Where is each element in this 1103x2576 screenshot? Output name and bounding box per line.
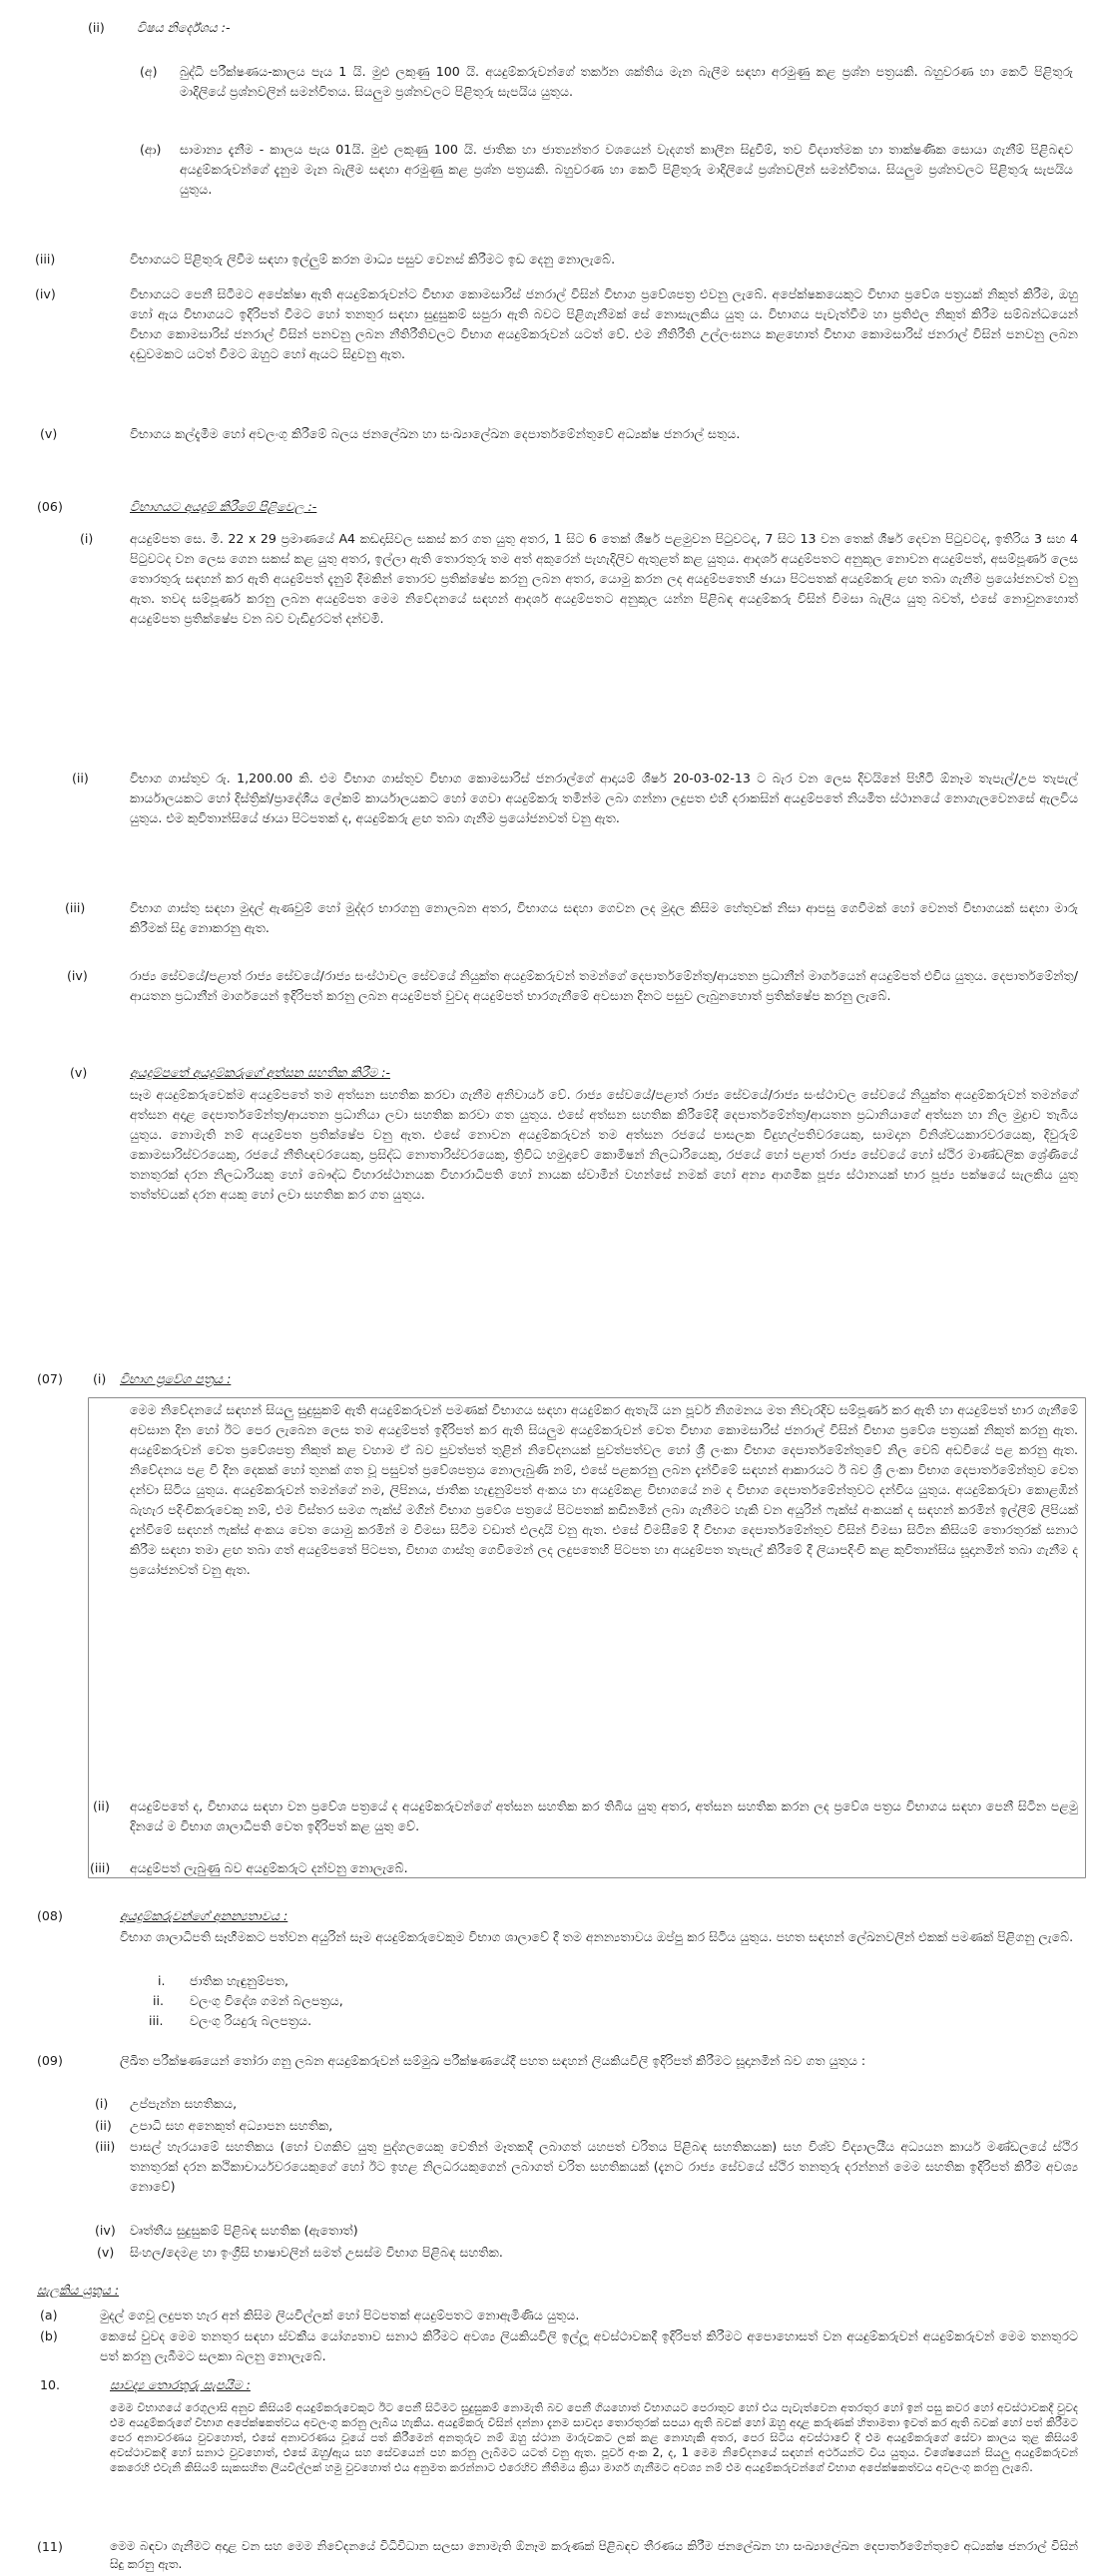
item-number: (a) [40,2308,58,2322]
section-heading: සාවද්‍ය තොරතුරු සැපයීම : [110,2377,251,2392]
paragraph: විභාගයට පෙනී සිටීමට අපේක්ෂා ඇති අයදුම්කරුවන්ට විභාග කොමසාරිස් ජනරාල් විසින් විභාග ප්‍රවේශපත්‍ර එවනු ලැබේ. අපේක්ෂකයෙකුට විභාග ප්‍රවේශ පත්‍රයක් නිකුත් කිරීම, ඔහු හෝ ඇය විභාගයට ඉදිරිපත් වීමට හෝ තනතුර සඳහා සුදුසුකම් සපුරා ඇති බවට පිළිගැනීමක් සේ නොසැලකිය යුතු ය. විභාගය පැවැත්වීම හා ප්‍රතිඵල නිකුත් කිරීම සම්බන්ධයෙන් විභාග කොමසාරිස් ජනරාල් විසින් පනවනු ලබන නීතිරීතිවලට විභාග අයදුම්කරුවන් යටත් වේ. එම නීතිරීති උල්ලංඝනය කළහොත් විභාග කොමසාරිස් ජනරාල් විසින් පනවනු ලබන දඬුවමකට යටත් වීමට ඔහුට හෝ ඇයට සිදුවනු ඇත. [130,286,1078,361]
paragraph: අයදුම්පත සෙ. මී. 22 x 29 ප්‍රමාණයේ A4 කඩදාසිවල සකස් කර ගත යුතු අතර, 1 සිට 6 තෙක් ශීර්ෂ පළමුවන පිටුවටද, 7 සිට 13 වන තෙක් ශීර්ෂ දෙවන පිටුවටද, ඉතිරිය 3 සහ 4 පිටුවටද වන ලෙස ගෙන සකස් කළ යුතු අතර, ඉල්ලා ඇති තොරතුරු තම අත් අකුරෙන් පැහැදිලිව ඇතුළත් කළ යුතුය. ආදර්ශ අයදුම්පතට අනුකූල නොවන අයදුම්පත්, අසම්පූර්ණ ලෙස තොරතුරු සඳහන් කර ඇති අයදුම්පත් දැනුම් දීමකින් තොරව ප්‍රතික්ෂේප කරනු ලබන අතර, යොමු කරන ලද අයදුම්පතෙහි ඡායා පිටපතක් අයදුම්කරු ළඟ තබා ගැනීම ප්‍රයෝජනවත් වනු ඇත. තවද සම්පූර්ණ කරනු ලබන අයදුම්පත මෙම නිවේදනයේ සඳහන් ආදර්ශ අයදුම්පතට අනුකූල යන්න පිළිබඳ අයදුම්කරු විසින් විමසා බැලිය යුතු බවත්, එසේ නොවුනහොත් අයදුම්පත ප්‍රතික්ෂේප වන බව වැඩිදුරටත් දන්වමි. [130,531,1078,626]
item-label: (ආ) [140,142,162,157]
paragraph: විභාග ගාස්තුව රු. 1,200.00 කි. එම විභාග ගාස්තුව විභාග කොමසාරිස් ජනරාල්ගේ ආදායම් ශීර්ෂ 20-03-02-13 ට බැර වන ලෙස දිවයිනේ පිහිටි ඕනෑම තැපැල්/උප තැපැල් කාර්යාලයකට හෝ දිස්ත්‍රික්/ප්‍රාදේශීය ලේකම් කාර්යාලයකට හෝ ගෙවා අයදුම්කරු තමින්ම ලබා ගන්නා ලදුපත එහි දරාකසින් අයදුම්පතේ නියමිත ස්ථානයේ නොගැලවෙනසේ ඇලවිය යුතුය. එම කුවිතාන්සියේ ඡායා පිටපතක් ද, අයදුම්කරු ළඟ තබා ගැනීම ප්‍රයෝජනවත් වනු ඇත. [130,771,1078,825]
item-number: (iv) [67,968,88,983]
list-item-number: (iv) [95,2223,116,2238]
list-item: වෘත්තීය සුදුසුකම් පිළිබඳ සහතික (ඇතොත්) [130,2223,358,2238]
list-item: වලංගු රියදුරු බලපත්‍රය. [190,2013,312,2028]
item-number: (v) [40,426,58,441]
paragraph: බුද්ධි පරීක්ෂණය-කාලය පැය 1 යි. මුළු ලකුණු 100 යි. අයදුම්කරුවන්ගේ තර්කන ශක්තිය මැන බැලීම සඳහා අරමුණු කළ ප්‍රශ්න පත්‍රයකි. බහුවරණ හා කෙටි පිළිතුරු මාදිලියේ ප්‍රශ්නවලින් සමන්විතය. සියලුම ප්‍රශ්නවලට පිළිතුරු සැපයිය යුතුය. [180,64,1073,99]
item-number: (b) [40,2328,58,2343]
list-item-number: (iii) [95,2139,116,2154]
paragraph: විභාගය කල්දැමීම හෝ අවලංගු කිරීමේ බලය ජනලේඛන හා සංඛ්‍යාලේඛන දෙපාර්තමේන්තුවේ අධ්‍යක්ෂ ජනරාල් සතුය. [130,426,741,441]
list-item: උපාධි සහ අනෙකුත් අධ්‍යාපන සහතික, [130,2118,333,2133]
item-number: (iv) [35,286,56,301]
paragraph: විභාග ශාලාධිපති සෑහීමකට පත්වන අයුරින් සෑම අයදුම්කරුවෙකුම විභාග ශාලාවේ දී තම අනන්‍යතාවය ඔප්පු කර සිටිය යුතුය. පහත සඳහන් ලේඛනවලින් එකක් පමණක් පිළිගනු ලැබේ. [120,1929,1074,1944]
list-item-number: (i) [95,2096,109,2111]
section-number: (11) [37,2539,63,2554]
item-number: (iii) [90,1860,111,1875]
paragraph: මුදල් ගෙවූ ලදුපත හැර අන් කිසිම ලියවිල්ලක් හෝ පිටපතක් අයදුම්පතට නොඇමිණිය යුතුය. [100,2308,580,2322]
paragraph: විභාග ගාස්තු සඳහා මුදල් ඇණවුම් හෝ මුද්දර භාරගනු නොලබන අතර, විභාගය සඳහා ගෙවන ලද මුදල කිසිම හේතුවක් නිසා ආපසු ගෙවීමක් හෝ වෙනත් විභාගයක් සඳහා මාරු කිරීමක් සිදු නොකරනු ඇත. [130,900,1078,935]
section-number: (06) [37,499,63,514]
paragraph: අයදුම්පත් ලැබුණු බව අයදුම්කරුට දන්වනු නොලැබේ. [130,1860,408,1875]
paragraph: කෙසේ වුවද මෙම තනතුර සඳහා ස්වකීය යෝග්‍යතාව සනාථ කිරීමට අවශ්‍ය ලියකියවිලි ඉල්ලූ අවස්ථාවකදී ඉදිරිපත් කිරීමට අපොහොසත් වන අයදුම්කරුවන් අයදුම්කරුවන් මෙම තනතුරට පත් කරනු ලැබීමට සලකා බලනු නොලැබේ. [100,2328,1078,2363]
item-number: (v) [70,1065,88,1080]
subsection-heading: විභාග ප්‍රවේශ පත්‍රය : [120,1371,232,1386]
section-heading: විෂය නිර්දේශය :- [137,20,231,35]
subsection-heading: අයදුම්කරුවන්ගේ අනන්‍යතාවය : [120,1908,288,1923]
section-number: (07) [37,1371,63,1386]
item-number: (iii) [35,252,56,266]
paragraph: මෙම විභාගයේ රෙගුලාසි අනුව කිසියම් අයදුම්කරුවෙකුට ඊට පෙනී සිටීමට සුදුසුකම් නොමැති බව පෙනී ගියහොත් විභාගයට පෙරාතුව හෝ එය පැවැත්වෙන අතරතුර හෝ ඉන් පසු කවර හෝ අවස්ථාවකදී වුවද එම අයදුම්කරුගේ විභාග අපේක්ෂකත්වය අවලංගු කරනු ලැබිය හැකිය. අයදුම්කරු විසින් දන්නා දැනම සාවද්‍ය තොරතුරක් සපයා ඇති බවක් හෝ ඔහු අදාළ කරුණක් හිතාමතා ඉවත් කර ඇති බවක් හෝ පත් කිරීමට පෙර අනාවරණය වුවහොත්, එසේ අනාවරණය වූයේ පත් කිරීමෙන් අනතුරුව නම් ඔහු ස්ථාන මාරුවකට ලක් කළ නොහැකි අතර, පෙර සිටිය අවස්ථාවේ දී එම අයදුම්කරුගේ සේවා කාලය තුළ කිසියම් අවස්ථාවකදී හෝ සනාථ වුවහොත්, එසේ ඔහු/ඇය සහ සේවයෙන් පහ කරනු ලැබීමට යටත් වනු ඇත. පූර්ව අංක 2, ද, 1 මෙම නිවේදනයේ සඳහන් අර්ථයන්ට විය යුතුය. විශේෂයෙන් සියලු අයදුම්කරුවන් කෙරෙහි එවැනි කිසියම් සැකසහිත ලියවිල්ලක් හමු වුවහොත් එය අනුමත කරන්නාට එරෙහිව නීතිමය ක්‍රියා මාර්ග ගැනීමට අවශ්‍ය නම් එම අයදුම්කරුවන්ගේ විභාග අපේක්ෂකත්වය අවලංගු කරනු ලැබේ. [110,2401,1078,2474]
item-number: (i) [80,531,94,546]
list-item-number: ii. [153,1993,165,2008]
paragraph: මෙම නිවේදනයේ සඳහන් සියලු සුදුසුකම් ඇති අයදුම්කරුවන් පමණක් විභාගය සඳහා අයදුම්කර ඇතැයි යන පූර්ව නිගමනය මත නිවැරදිව සම්පූර්ණ කර ඇති හා අයදුම්පත් භාර ගැනීමේ අවසාන දින හෝ ඊට පෙර ලැබෙන ලෙස තම අයදුම්පත් ඉදිරිපත් කර ඇති සියලුම අයදුම්කරුවන් වෙත විභාග කොමසාරිස් ජනරාල් විසින් විභාග ප්‍රවේශ පත්‍රයක් නිකුත් කරනු ඇත. අයදුම්කරුවන් වෙත ප්‍රවේශපත්‍ර නිකුත් කළ වහාම ඒ බව පුවත්පත් තුළින් නිවේදනයක් පුවත්පත්වල හෝ ශ්‍රී ලංකා විභාග දෙපාර්තමේන්තුවේ නිල වෙබ් අඩවියේ පළ කරනු ඇත. නිවේදනය පළ වී දින දෙකක් හෝ තුනක් ගත වූ පසුවත් ප්‍රවේශපත්‍රය නොලැබුණි නම්, එසේ පළකරනු ලබන දැන්වීමේ සඳහන් ආකාරයට ඊ බව ශ්‍රී ලංකා විභාග දෙපාර්තමේන්තුව වෙත දන්වා සිටිය යුතුය. අයදුම්කරුවන් තමන්ගේ නම, ලිපිනය, ජාතික හැඳුනුම්පත් අංකය හා අයදුම්කළ විභාගයේ නම ද විභාග දෙපාර්තමේන්තුවට දන්විය යුතුය. අයදුම්කරුවා කොළඹින් බැහැර පදිංචිකරුවෙකු නම්, එම විස්තර සමග ෆැක්ස් මගින් විභාග ප්‍රවේශ පත්‍රයේ පිටපතක් කඩිනමින් ලබා ගැනීමට හැකි වන අයුරින් ෆැක්ස් අංකයක් ද සඳහන් කරමින් ඉල්ලීම් ලිපියක් දැන්වීමේ සඳහන් ෆැක්ස් අංකය වෙත යොමු කරමින් ම විමසා සිටීම වඩාත් එලදායි වනු ඇත. එසේ විමසීමේ දී විභාග දෙපාර්තමේන්තුව විසින් විමසා සිටින කිසියම් තොරතුරක් සනාථ කිරීම සඳහා තමා ළඟ තබා ගත් අයදුම්පතේ පිටපත, විභාග ගාස්තු ගෙවීමෙන් ලද ලදුපතෙහි පිටපත හා අයදුම්පත තැපැල් කිරීමේ දී ලියාපදිංචි කළ කුවිතාන්සිය සූදානමින් තබා ගැනීම ද ප්‍රයෝජනවත් වනු ඇත. [130,1402,1078,1577]
list-item-number: iii. [149,2013,164,2028]
paragraph: සෑම අයදුම්කරුවෙක්ම අයදුම්පතේ තම අත්සන සහතික කරවා ගැනීම අනිවාර්ය වේ. රාජ්‍ය සේවයේ/පළාත් රාජ්‍ය සේවයේ/රාජ්‍ය සංස්ථාවල සේවයේ නියුක්ත අයදුම්කරුවන් තමන්ගේ අත්සන අදාළ දෙපාර්තමේන්තු/ආයතන ප්‍රධානියා ලවා සහතික කරවා ගත යුතුය. එසේ අත්සන සහතික කිරීමේදී දෙපාර්තමේන්තු/ආයතන ප්‍රධානියාගේ අත්සන හා නිල මුද්‍රාව තැබිය යුතුය. නොමැති නම් අයදුම්පත ප්‍රතික්ෂේප වනු ඇත. එසේ නොවන අයදුම්කරුවන් තම අත්සන රජයේ පාසලක විදුහල්පතිවරයෙකු, සාමදාන විනිශ්චයකාරවරයෙකු, දිවුරුම් කොමසාරිස්වරයෙකු, රජයේ නීතිඥවරයෙකු, ප්‍රසිද්ධ නොතාරිස්වරයෙකු, ත්‍රිවිධ හමුදාවේ කොමිෂන් නිලධාරියෙකු, රජයේ හෝ පළාත් රාජ්‍ය සේවයේ හෝ ස්ථිර මාණ්ඩලික ශ්‍රේණියේ තනතුරක් දරන නිලධාරියකු හෝ බෞද්ධ විහාරස්ථානයක විහාරාධිපති හෝ නායක ස්වාමීන් වහන්සේ නමක් හෝ අන්‍ය ආගමික පූජ්‍ය ස්ථානයක් භාර පූජ්‍ය පක්ෂයේ සැලකිය යුතු තත්ත්වයක් දරන අයකු හෝ ලවා සහතික කර ගත යුතුය. [130,1087,1078,1202]
list-item: පාසල් හැරයාමේ සහතිකය (හෝ වගකිව යුතු පුද්ගලයෙකු වෙතින් මෑතකදී ලබාගත් යහපත් චරිතය පිළිබඳ සහතිකයක) සහ විශ්ව විද්‍යාලයීය අධ්‍යයන කාර්ය මණ්ඩලයේ ස්ථිර තනතුරක් දරන කථිකාචාර්යවරයෙකුගේ හෝ ඊට ඉහළ නිලධරයකුගෙන් ලබාගත් චරිත සහතිකයක් (දැනට රාජ්‍ය සේවයේ ස්ථිර තනතුරු දරන්නන් මෙම සහතික ඉදිරිපත් කිරීම අවශ්‍ය නොවේ) [130,2139,1078,2194]
paragraph: සාමාන්‍ය දැනීම - කාලය පැය 01යි. මුළු ලකුණු 100 යි. ජාතික හා ජාත්‍යන්තර වශයෙන් වැදගත් කාලීන සිදුවීම්, තව විද්‍යාත්මක හා තාක්ෂණික සොයා ගැනීම් පිළිබඳව අයදුම්කරුවන්ගේ දැනුම මැන බැලීම සඳහා අරමුණු කළ ප්‍රශ්න පත්‍රයකි. බහුවරණ හා කෙටි පිළිතුරු මාදිලියේ ප්‍රශ්නවලින් සමන්විතය. සියලුම ප්‍රශ්නවලට පිළිතුරු සැපයිය යුතුය. [180,142,1073,197]
section-heading: විභාගයට අයදුම් කිරීමේ පිළිවෙල :- [130,499,317,514]
list-item-number: (ii) [95,2118,112,2133]
section-number: (08) [37,1908,63,1923]
paragraph: ලිඛිත පරීක්ෂණයෙන් තෝරා ගනු ලබන අයදුම්කරුවන් සම්මුඛ පරීක්ෂණයේදී පහත සඳහන් ලියකියවිලි ඉදිරිපත් කිරීමට සූදානමින් බව ගත යුතුය : [120,2053,866,2068]
section-number: 10. [40,2377,61,2392]
list-item: සිංහල/දෙමළ හා ඉංග්‍රීසි භාෂාවලින් සමත් උසස්ම විභාග පිළිබඳ සහතික. [130,2245,503,2260]
item-number: (ii) [88,20,105,35]
paragraph: විභාගයට පිළිතුරු ලිවීම සඳහා ඉල්ලුම් කරන මාධ්‍ය පසුව වෙනස් කිරීමට ඉඩ දෙනු නොලැබේ. [130,252,616,266]
note-heading: සැලකිය යුතුය : [37,2283,120,2298]
item-number: (iii) [65,900,86,915]
paragraph: රාජ්‍ය සේවයේ/පළාත් රාජ්‍ය සේවයේ/රාජ්‍ය සංස්ථාවල සේවයේ නියුක්ත අයදුම්කරුවන් තමන්ගේ දෙපාර්තමේන්තු/ආයතන ප්‍රධානීන් මාර්ගයෙන් අයදුම්පත් එවිය යුතුය. දෙපාර්තමේන්තු/ආයතන ප්‍රධානීන් මාර්ගයෙන් ඉදිරිපත් කරනු ලබන අයදුම්පත් වුවද අයදුම්පත් භාරගැනීමේ අවසාන දිනට පසුව ලැබුනහොත් ප්‍රතික්ෂේප කරනු ලැබේ. [130,968,1078,1003]
paragraph: මෙම බඳවා ගැනීමට අදාළ වන සහ මෙම නිවේදනයේ විධිවිධාන සලසා නොමැති ඕනෑම කරුණක් පිළිබඳව තීරණය කිරීම ජනලේඛන හා සංඛ්‍යාලේඛන දෙපාර්තමේන්තුවේ අධ්‍යක්ෂ ජනරාල් විසින් සිදු කරනු ඇත. [110,2539,1078,2571]
subsection-heading: අයදුම්පතේ අයදුම්කරුගේ අත්සන සහතික කිරීම :- [130,1065,390,1080]
paragraph: අයදුම්පතේ ද, විභාගය සඳහා වන ප්‍රවේශ පත්‍රයේ ද අයදුම්කරුවන්ගේ අත්සන සහතික කර තිබිය යුතු අතර, අත්සන සහතික කරන ලද ප්‍රවේශ පත්‍රය විභාගය සඳහා පෙනී සිටින පළමු දිනයේ ම විභාග ශාලාධිපති වෙත ඉදිරිපත් කළ යුතු වේ. [130,1799,1078,1833]
item-number: (i) [93,1371,107,1386]
item-label: (අ) [140,64,158,79]
list-item: වලංගු විදේශ ගමන් බලපත්‍රය, [190,1993,343,2008]
list-item-number: (v) [97,2245,115,2260]
list-item: උප්පැන්න සහතිකය, [130,2096,238,2111]
item-number: (ii) [93,1799,110,1813]
list-item: ජාතික හැඳුනුම්පත, [190,1973,289,1988]
item-number: (ii) [72,771,89,785]
list-item-number: i. [158,1973,166,1988]
section-number: (09) [37,2053,63,2068]
